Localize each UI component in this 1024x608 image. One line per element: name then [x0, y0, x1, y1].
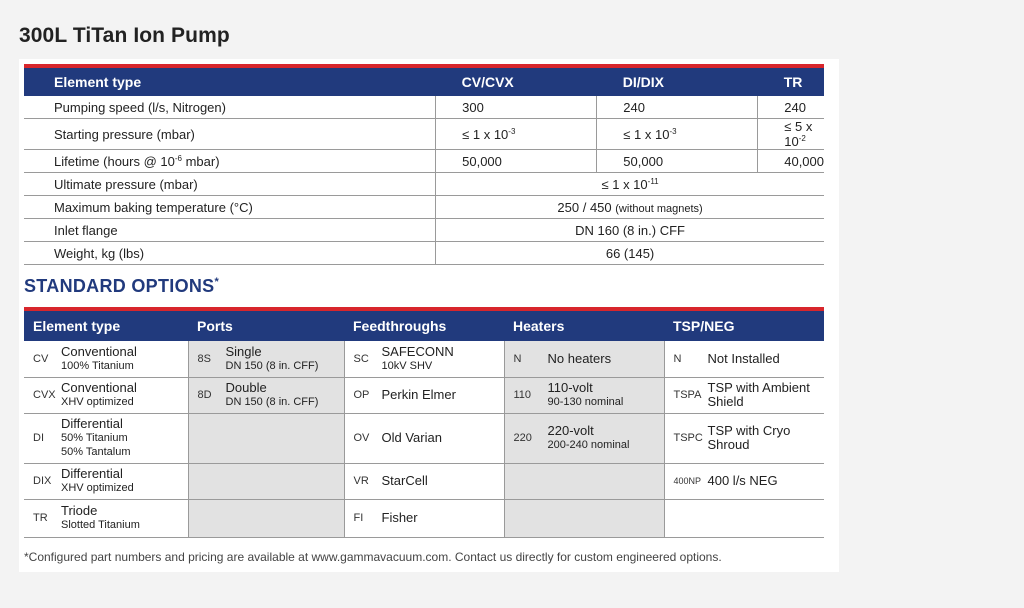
- option-name: Conventional: [61, 343, 137, 359]
- option-name: SAFECONN: [381, 343, 454, 359]
- option-code: DIX: [33, 475, 52, 487]
- spec-header-row: [24, 66, 824, 96]
- options-header-element-type: Element type: [24, 309, 188, 341]
- option-name: Old Varian: [381, 430, 442, 445]
- option-detail: 50% Titanium: [61, 432, 128, 444]
- spec-label: Pumping speed (l/s, Nitrogen): [24, 96, 436, 119]
- option-heater-220: [504, 413, 664, 463]
- options-header-ports: Ports: [188, 309, 344, 341]
- option-name: Differential: [61, 466, 123, 481]
- option-heater-n: [504, 341, 664, 377]
- option-feedthrough-op: [344, 377, 504, 413]
- option-code: DI: [33, 432, 44, 444]
- option-code: OP: [353, 389, 370, 401]
- spec-row-inlet-flange: [24, 219, 824, 242]
- options-header-row: [24, 309, 824, 341]
- option-detail: 10kV SHV: [381, 359, 433, 372]
- footnote: *Configured part numbers and pricing are available at www.gammavacuum.com. Contact us directly for custom engineered options.: [24, 550, 722, 564]
- option-feedthrough-vr: [344, 463, 504, 499]
- option-code: TR: [33, 512, 48, 524]
- spec-label: Lifetime (hours @ $10^{-6}$ mbar): [24, 150, 436, 173]
- spec-label: Starting pressure (mbar): [24, 119, 436, 150]
- option-name-cont: Shroud: [707, 437, 750, 452]
- option-name: Differential: [61, 416, 123, 431]
- spec-value-di: 240: [597, 96, 758, 119]
- spec-value-tr: ≤ 5 x $10^{-2}$: [758, 119, 824, 150]
- option-feedthrough-sc: [344, 341, 504, 377]
- option-name: 110-volt: [547, 380, 593, 395]
- spec-label: Ultimate pressure (mbar): [24, 173, 436, 196]
- option-name: No heaters: [547, 350, 612, 366]
- options-row: [24, 463, 824, 499]
- option-name: 400 l/s NEG: [707, 473, 778, 488]
- option-code: VR: [353, 475, 369, 487]
- option-code: CV: [33, 352, 49, 365]
- options-header-tsp-neg: TSP/NEG: [664, 309, 824, 341]
- option-port-empty: [188, 499, 344, 537]
- spec-value-all: ≤ 1 x $10^{-11}$: [436, 173, 824, 196]
- option-detail: 100% Titanium: [61, 359, 134, 372]
- option-element-di: [24, 413, 188, 463]
- options-row: [24, 413, 824, 463]
- option-name: Triode: [61, 503, 98, 518]
- option-code: OV: [353, 432, 370, 444]
- option-name: Single: [225, 343, 262, 359]
- spec-row-starting-pressure: [24, 119, 824, 150]
- option-code: N: [513, 352, 522, 365]
- spec-row-lifetime: [24, 150, 824, 173]
- option-code: 400NP: [673, 476, 702, 486]
- options-row: [24, 377, 824, 413]
- option-port-8d: [188, 377, 344, 413]
- option-element-cv: [24, 341, 188, 377]
- option-tsp-400np: [664, 463, 824, 499]
- option-heater-empty: [504, 499, 664, 537]
- option-name: 220-volt: [547, 423, 594, 438]
- spec-value-all: 66 (145): [436, 242, 824, 265]
- option-name: Double: [225, 380, 267, 395]
- spec-header-element-type: Element type: [24, 66, 436, 96]
- spec-value-tr: 40,000: [758, 150, 824, 173]
- spec-row-pumping-speed: [24, 96, 824, 119]
- option-code: FI: [353, 512, 364, 524]
- option-heater-110: [504, 377, 664, 413]
- spec-value-cv: 300: [436, 96, 597, 119]
- option-code: TSPA: [673, 389, 702, 401]
- standard-options-title: STANDARD OPTIONS*: [24, 276, 220, 296]
- option-tsp-n: [664, 341, 824, 377]
- option-code: CVX: [33, 389, 56, 401]
- option-code: 8S: [197, 352, 211, 365]
- spec-table: [24, 64, 824, 265]
- spec-row-weight: [24, 242, 824, 265]
- option-tsp-tspa: [664, 377, 824, 413]
- option-tsp-empty: [664, 499, 824, 537]
- spec-value-tr: 240: [758, 96, 824, 119]
- options-row: [24, 341, 824, 377]
- option-heater-empty: [504, 463, 664, 499]
- spec-row-ultimate-pressure: [24, 173, 824, 196]
- option-name: Not Installed: [707, 350, 780, 366]
- option-element-dix: [24, 463, 188, 499]
- options-table: [24, 307, 824, 538]
- option-name: StarCell: [381, 473, 428, 488]
- spec-value-cv: 50,000: [436, 150, 597, 173]
- option-name: Conventional: [61, 380, 137, 395]
- option-port-empty: [188, 463, 344, 499]
- spec-card: [19, 59, 839, 572]
- option-code: 8D: [197, 389, 212, 401]
- option-detail: XHV optimized: [61, 482, 134, 494]
- option-code: SC: [353, 352, 369, 365]
- option-detail: XHV optimized: [61, 396, 134, 408]
- option-feedthrough-fi: [344, 499, 504, 537]
- option-feedthrough-ov: [344, 413, 504, 463]
- spec-label: Weight, kg (lbs): [24, 242, 436, 265]
- spec-label: Inlet flange: [24, 219, 436, 242]
- option-code: TSPC: [673, 432, 703, 444]
- option-detail: Slotted Titanium: [61, 519, 140, 531]
- options-header-heaters: Heaters: [504, 309, 664, 341]
- spec-label: Maximum baking temperature (°C): [24, 196, 436, 219]
- option-element-cvx: [24, 377, 188, 413]
- option-name: Fisher: [381, 510, 418, 525]
- spec-value-all: 250 / 450 (without magnets): [436, 196, 824, 219]
- option-name: TSP with Ambient: [707, 380, 810, 395]
- option-detail: DN 150 (8 in. CFF): [225, 396, 319, 408]
- spec-value-cv: ≤ 1 x $10^{-3}$: [436, 119, 597, 150]
- option-tsp-tspc: [664, 413, 824, 463]
- option-port-empty: [188, 413, 344, 463]
- spec-header-cv: CV/CVX: [436, 66, 597, 96]
- option-name: TSP with Cryo: [707, 423, 791, 438]
- spec-value-di: 50,000: [597, 150, 758, 173]
- spec-header-tr: TR: [758, 66, 824, 96]
- option-code: N: [673, 352, 682, 365]
- spec-value-all: DN 160 (8 in.) CFF: [436, 219, 824, 242]
- page-title: 300L TiTan Ion Pump: [19, 24, 230, 47]
- option-detail: 50% Tantalum: [61, 446, 131, 458]
- spec-header-di: DI/DIX: [597, 66, 758, 96]
- options-row: [24, 499, 824, 537]
- option-code: 110: [513, 389, 532, 401]
- option-element-tr: [24, 499, 188, 537]
- option-detail: 90-130 nominal: [547, 396, 624, 408]
- spec-value-di: ≤ 1 x $10^{-3}$: [597, 119, 758, 150]
- spec-row-baking-temperature: [24, 196, 824, 219]
- options-header-feedthroughs: Feedthroughs: [344, 309, 504, 341]
- option-name-cont: Shield: [707, 394, 744, 409]
- option-name: Perkin Elmer: [381, 387, 456, 402]
- option-detail: DN 150 (8 in. CFF): [225, 359, 319, 372]
- option-code: 220: [513, 432, 532, 444]
- option-port-8s: [188, 341, 344, 377]
- option-detail: 200-240 nominal: [547, 439, 630, 451]
